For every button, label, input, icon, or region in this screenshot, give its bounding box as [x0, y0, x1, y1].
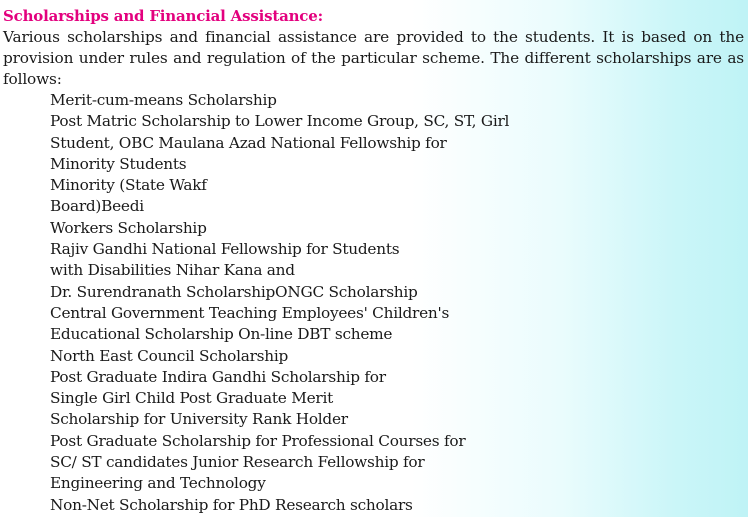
list-line: North East Council Scholarship [50, 346, 289, 365]
section-heading: Scholarships and Financial Assistance: [3, 7, 323, 25]
list-line: Post Graduate Indira Gandhi Scholarship for [50, 367, 386, 386]
list-line: Educational Scholarship On-line DBT scheme [50, 325, 393, 344]
list-line: Post Matric Scholarship to Lower Income Group, SC, ST, Girl [50, 112, 510, 131]
list-line: Post Graduate Scholarship for Professional Courses for [50, 431, 466, 450]
list-line: Engineering and Technology [50, 474, 266, 493]
list-line: Central Government Teaching Employees' Children's [50, 303, 450, 322]
list-line: Single Girl Child Post Graduate Merit [50, 389, 334, 408]
list-line: Workers Scholarship [50, 218, 207, 237]
list-line: Student, OBC Maulana Azad National Fellowship for [50, 133, 447, 152]
list-line: Minority Students [50, 154, 187, 173]
list-line: Minority (State Wakf [50, 176, 207, 195]
list-line: SC/ ST candidates Junior Research Fellowship for [50, 453, 425, 472]
list-line: Scholarship for University Rank Holder [50, 410, 348, 429]
document-page [3, 6, 744, 516]
list-line: Merit-cum-means Scholarship [50, 91, 277, 109]
list-line: Board)Beedi [50, 197, 144, 216]
intro-paragraph: Various scholarships and financial assistance are provided to the students. It is based on the provision under rules and regulation of the particular scheme. The different scholarships are as follows: [3, 28, 744, 88]
list-line: Non-Net Scholarship for PhD Research scholars [50, 495, 413, 514]
list-line: with Disabilities Nihar Kana and [50, 261, 295, 280]
list-line: Dr. Surendranath ScholarshipONGC Scholarship [50, 282, 418, 301]
list-line: Rajiv Gandhi National Fellowship for Students [50, 240, 400, 259]
scholarship-list [3, 90, 744, 516]
